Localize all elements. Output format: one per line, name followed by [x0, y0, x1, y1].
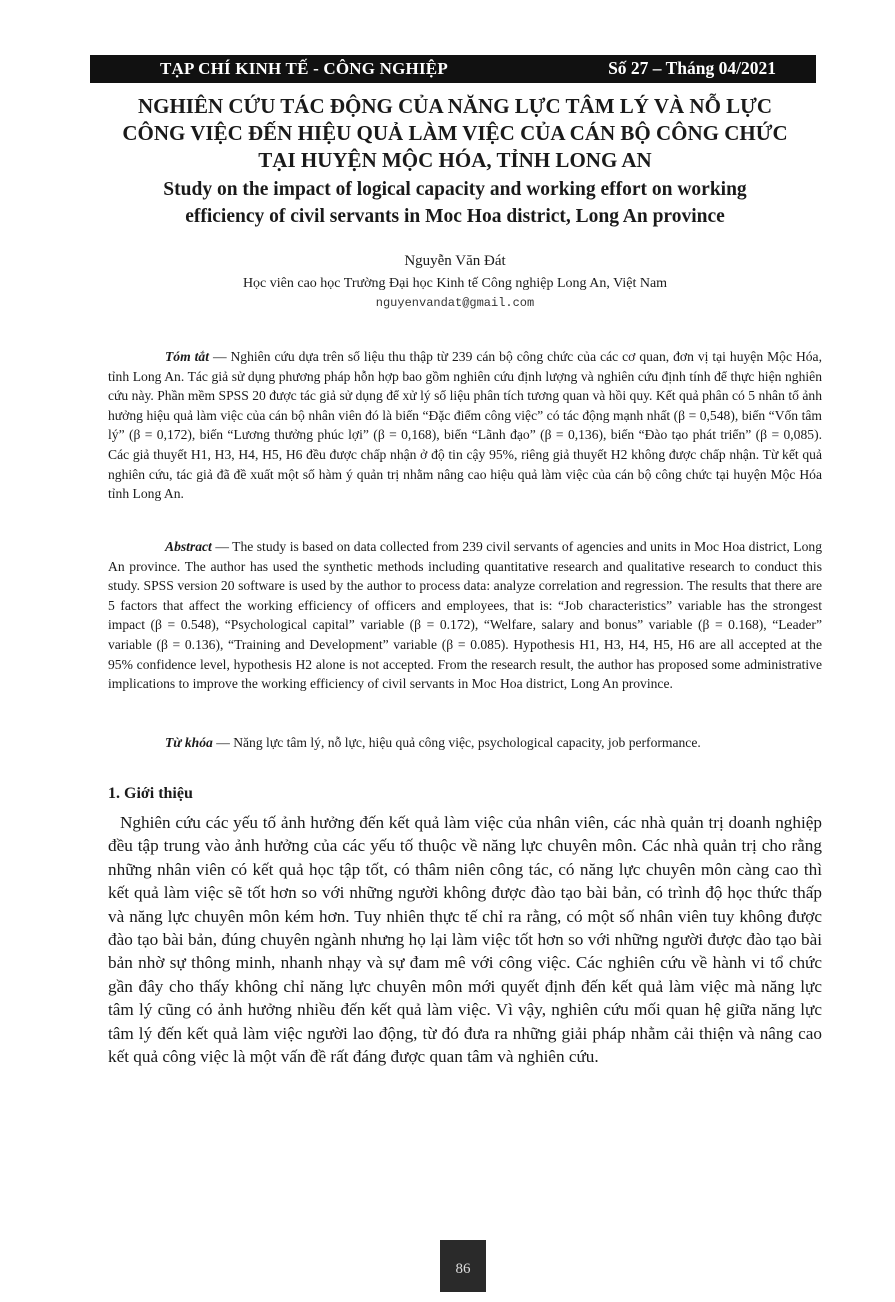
keywords-label: Từ khóa: [165, 735, 213, 750]
journal-header-bar: [90, 55, 816, 83]
abstract-label: Abstract: [165, 539, 212, 554]
abstract-text: — The study is based on data collected from 239 civil servants of agencies and units in Moc Hoa district, Long An province. The author has used the synthetic methods including quantitative research and qualitative research to conduct this study. SPSS version 20 software is used by the author to process data: analyze correlation and regression. The results that there are 5 factors that affect the working efficiency of officers and employees, that is: “Job characteristics” variable has the strongest impact (β = 0.548), “Psychological capital” variable (β = 0.172), “Welfare, salary and bonus” variable (β = 0.168), “Leader” variable (β = 0.136), “Training and Development” variable (β = 0.085). Hypothesis H1, H3, H4, H5, H6 are all accepted at the 95% confidence level, hypothesis H2 alone is not accepted. From the research result, the author has proposed some administrative implications to improve the working efficiency of civil servants in Moc Hoa district, Long An province.: [108, 539, 822, 692]
title-line: TẠI HUYỆN MỘC HÓA, TỈNH LONG AN: [258, 148, 652, 172]
keywords-text: — Năng lực tâm lý, nỗ lực, hiệu quả công việc, psychological capacity, job performance.: [212, 735, 701, 750]
summary-label: Tóm tắt: [165, 349, 209, 364]
summary-text: — Nghiên cứu dựa trên số liệu thu thập từ 239 cán bộ công chức của các cơ quan, đơn vị tại huyện Mộc Hóa, tỉnh Long An. Tác giả sử dụng phương pháp hỗn hợp bao gồm nghiên cứu định lượng và nghiên cứu định tính để thực hiện nghiên cứu này. Phần mềm SPSS 20 được tác giả sử dụng để xử lý số liệu phân tích tương quan và hồi quy. Kết quả phân có 5 nhân tố ảnh hưởng hiệu quả làm việc của cán bộ nhân viên đó là biến “Đặc điểm công việc” có tác động mạnh nhất (β = 0,548), biến “Vốn tâm lý” (β = 0,172), biến “Lương thưởng phúc lợi” (β = 0,168), biến “Lãnh đạo” (β = 0,136), biến “Đào tạo phát triển” (β = 0,085). Các giả thuyết H1, H3, H4, H5, H6 đều được chấp nhận ở độ tin cậy 95%, riêng giả thuyết H2 không được chấp nhận. Từ kết quả nghiên cứu, tác giả đã đề xuất một số hàm ý quản trị nhằm nâng cao hiệu quả làm việc của cán bộ công chức tại huyện Mộc Hóa tỉnh Long An.: [108, 349, 822, 502]
author-email: nguyenvandat@gmail.com: [375, 296, 535, 310]
title-english: [90, 176, 820, 230]
section-heading: 1. Giới thiệu: [108, 785, 193, 802]
page-number: 86: [440, 1240, 486, 1292]
title-line: efficiency of civil servants in Moc Hoa district, Long An province: [185, 206, 725, 227]
section-body: Nghiên cứu các yếu tố ảnh hưởng đến kết quả làm việc của nhân viên, các nhà quản trị doanh nghiệp đều tập trung vào ảnh hưởng của các yếu tố thuộc về năng lực chuyên môn. Các nhà quản trị cho rằng những nhân viên có kết quả học tập tốt, có thâm niên công tác, có năng lực chuyên môn càng cao thì kết quả làm việc sẽ tốt hơn so với những người không được đào tạo bài bản, có trình độ học thức thấp và năng lực chuyên môn kém hơn. Tuy nhiên thực tế chỉ ra rằng, có một số nhân viên tuy không được đào tạo bài bản, đúng chuyên ngành nhưng họ lại làm việc tốt hơn so với những người được đào tạo bài bản nhờ sự thông minh, nhanh nhạy và sự đam mê với công việc. Các nghiên cứu về hành vi tổ chức gần đây cho thấy không chỉ năng lực chuyên môn mới quyết định đến kết quả làm việc mà năng lực tâm lý cũng có ảnh hưởng nhiều đến kết quả làm việc. Vì vậy, nghiên cứu mối quan hệ giữa năng lực tâm lý đến kết quả làm việc người lao động, từ đó đưa ra những giải pháp nhằm cải thiện và nâng cao kết quả công việc là một vấn đề rất đáng được quan tâm và nghiên cứu.: [108, 813, 822, 1067]
abstract-english: [108, 537, 822, 694]
keywords: [108, 733, 822, 753]
title-line: CÔNG VIỆC ĐẾN HIỆU QUẢ LÀM VIỆC CỦA CÁN BỘ CÔNG CHỨC: [122, 121, 788, 145]
title-line: NGHIÊN CỨU TÁC ĐỘNG CỦA NĂNG LỰC TÂM LÝ VÀ NỖ LỰC: [137, 94, 773, 118]
journal-name: TẠP CHÍ KINH TẾ - CÔNG NGHIỆP: [160, 59, 448, 78]
title-vietnamese: [90, 93, 820, 174]
author-affiliation: Học viên cao học Trường Đại học Kinh tế Công nghiệp Long An, Việt Nam: [242, 276, 668, 291]
summary-vietnamese: [108, 347, 822, 504]
author-name: Nguyễn Văn Đát: [404, 253, 506, 269]
title-line: Study on the impact of logical capacity and working effort on working: [163, 179, 747, 200]
issue-info: Số 27 – Tháng 04/2021: [608, 58, 776, 78]
